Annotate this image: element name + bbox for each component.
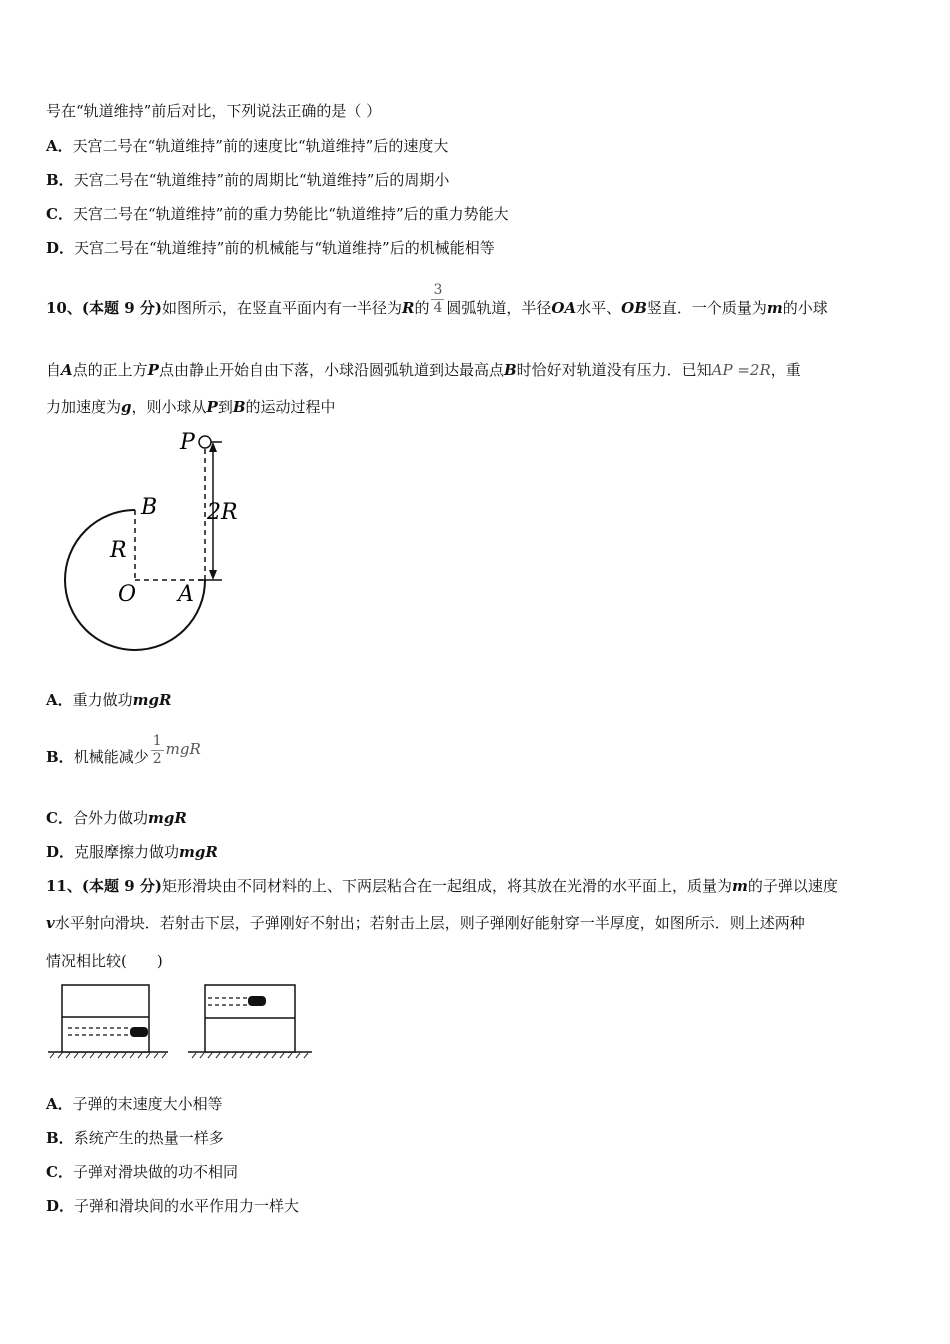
left-block: [62, 985, 149, 1052]
label-a: A: [178, 582, 194, 607]
arrow-down: [209, 570, 217, 580]
right-bullet: [248, 996, 266, 1006]
q9-stem-tail: 号在“轨道维持”前后对比，下列说法正确的是（ ）: [46, 102, 382, 120]
q11-option-b: B．系统产生的热量一样多: [46, 1129, 224, 1147]
label-o: O: [118, 582, 137, 607]
label-r: R: [110, 538, 127, 563]
q10-track-figure: [50, 425, 250, 660]
q11-option-a: A．子弹的末速度大小相等: [46, 1095, 223, 1113]
right-block-case: [188, 985, 312, 1058]
ball: [199, 436, 211, 448]
q9-option-b: B．天宫二号在“轨道维持”前的周期比“轨道维持”后的周期小: [46, 171, 450, 189]
q11-stem-line2: v水平射向滑块．若射击下层，子弹刚好不射出；若射击上层，则子弹刚好能射穿一半厚度，如图所示．则上述两种: [46, 914, 805, 932]
label-b: B: [141, 495, 158, 520]
label-p: P: [180, 430, 195, 455]
q10-stem-line1: 10、(本题 9 分)如图所示，在竖直平面内有一半径为R的 $\frac{3}{4}$ 圆弧轨道，半径OA水平、OB竖直．一个质量为m的小球: [46, 281, 828, 317]
label-2r: 2R: [207, 500, 238, 525]
q10-option-d: D．克服摩擦力做功mgR: [46, 843, 218, 861]
half-fraction: $\frac{1}{2}$: [152, 732, 162, 767]
left-bullet: [130, 1027, 148, 1037]
q9-option-d: D．天宫二号在“轨道维持”前的机械能与“轨道维持”后的机械能相等: [46, 239, 495, 257]
q10-option-b: B．机械能减少 $\frac{1}{2}$ mgR: [46, 732, 201, 767]
q11-option-d: D．子弹和滑块间的水平作用力一样大: [46, 1197, 300, 1215]
q11-stem-line3: 情况相比较( ): [46, 952, 163, 970]
q11-blocks-figure: [46, 980, 316, 1060]
left-block-case: [48, 985, 168, 1058]
q9-option-c: C．天宫二号在“轨道维持”前的重力势能比“轨道维持”后的重力势能大: [46, 205, 509, 223]
q10-stem-line2: 自A点的正上方P点由静止开始自由下落，小球沿圆弧轨道到达最高点B时恰好对轨道没有压力．已知AP =2R，重: [46, 361, 801, 379]
q10-option-a: A．重力做功mgR: [46, 691, 172, 709]
q10-option-c: C．合外力做功mgR: [46, 809, 187, 827]
q9-option-a: A．天宫二号在“轨道维持”前的速度比“轨道维持”后的速度大: [46, 137, 449, 155]
q11-stem-line1: 11、(本题 9 分)矩形滑块由不同材料的上、下两层粘合在一起组成，将其放在光滑的水平面上，质量为m的子弹以速度: [46, 877, 838, 895]
q11-option-c: C．子弹对滑块做的功不相同: [46, 1163, 238, 1181]
three-quarters-fraction: $\frac{3}{4}$: [433, 281, 443, 316]
q10-stem-line3: 力加速度为g，则小球从P到B的运动过程中: [46, 398, 336, 416]
